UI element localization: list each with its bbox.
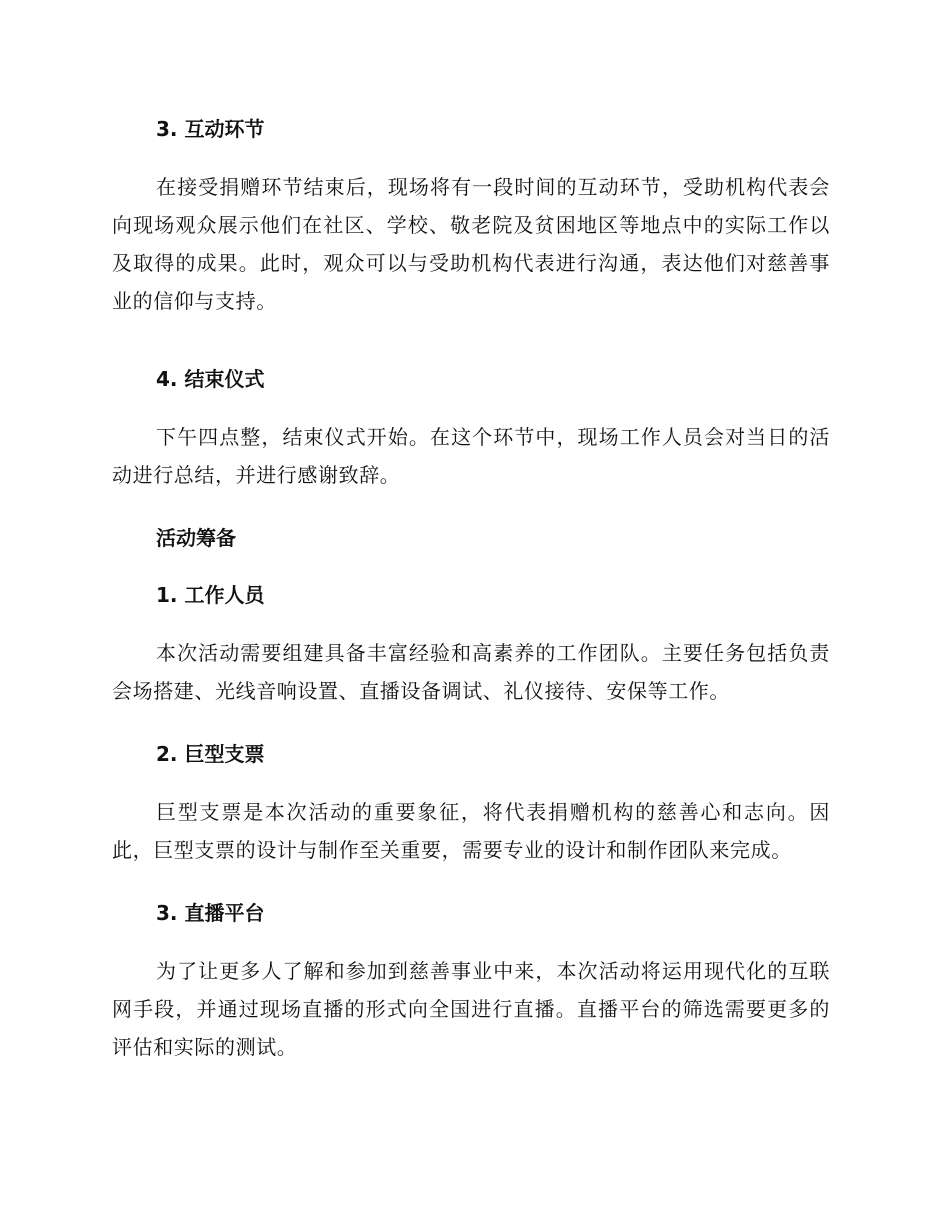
- section-heading-livestream: 3. 直播平台: [156, 901, 265, 925]
- section-text-closing: 下午四点整，结束仪式开始。在这个环节中，现场工作人员会对当日的活动进行总结，并进行感谢致辞。: [112, 425, 830, 487]
- section-text-giant-check: 巨型支票是本次活动的重要象征，将代表捐赠机构的慈善心和志向。因此，巨型支票的设计与制作至关重要，需要专业的设计和制作团队来完成。: [112, 800, 830, 862]
- section-heading-staff: 1. 工作人员: [156, 583, 265, 607]
- section-heading-closing: 4. 结束仪式: [156, 367, 265, 391]
- section-heading-preparation: 活动筹备: [156, 526, 236, 550]
- section-text-interaction: 在接受捐赠环节结束后，现场将有一段时间的互动环节，受助机构代表会向现场观众展示他们在社区、学校、敬老院及贫困地区等地点中的实际工作以及取得的成果。此时，观众可以与受助机构代表进行沟通，表达他们对慈善事业的信仰与支持。: [112, 175, 830, 313]
- section-heading-interaction: 3. 互动环节: [156, 117, 265, 141]
- section-text-livestream: 为了让更多人了解和参加到慈善事业中来，本次活动将运用现代化的互联网手段，并通过现场直播的形式向全国进行直播。直播平台的筛选需要更多的评估和实际的测试。: [112, 959, 830, 1059]
- section-text-staff: 本次活动需要组建具备丰富经验和高素养的工作团队。主要任务包括负责会场搭建、光线音响设置、直播设备调试、礼仪接待、安保等工作。: [112, 641, 830, 703]
- section-heading-giant-check: 2. 巨型支票: [156, 742, 265, 766]
